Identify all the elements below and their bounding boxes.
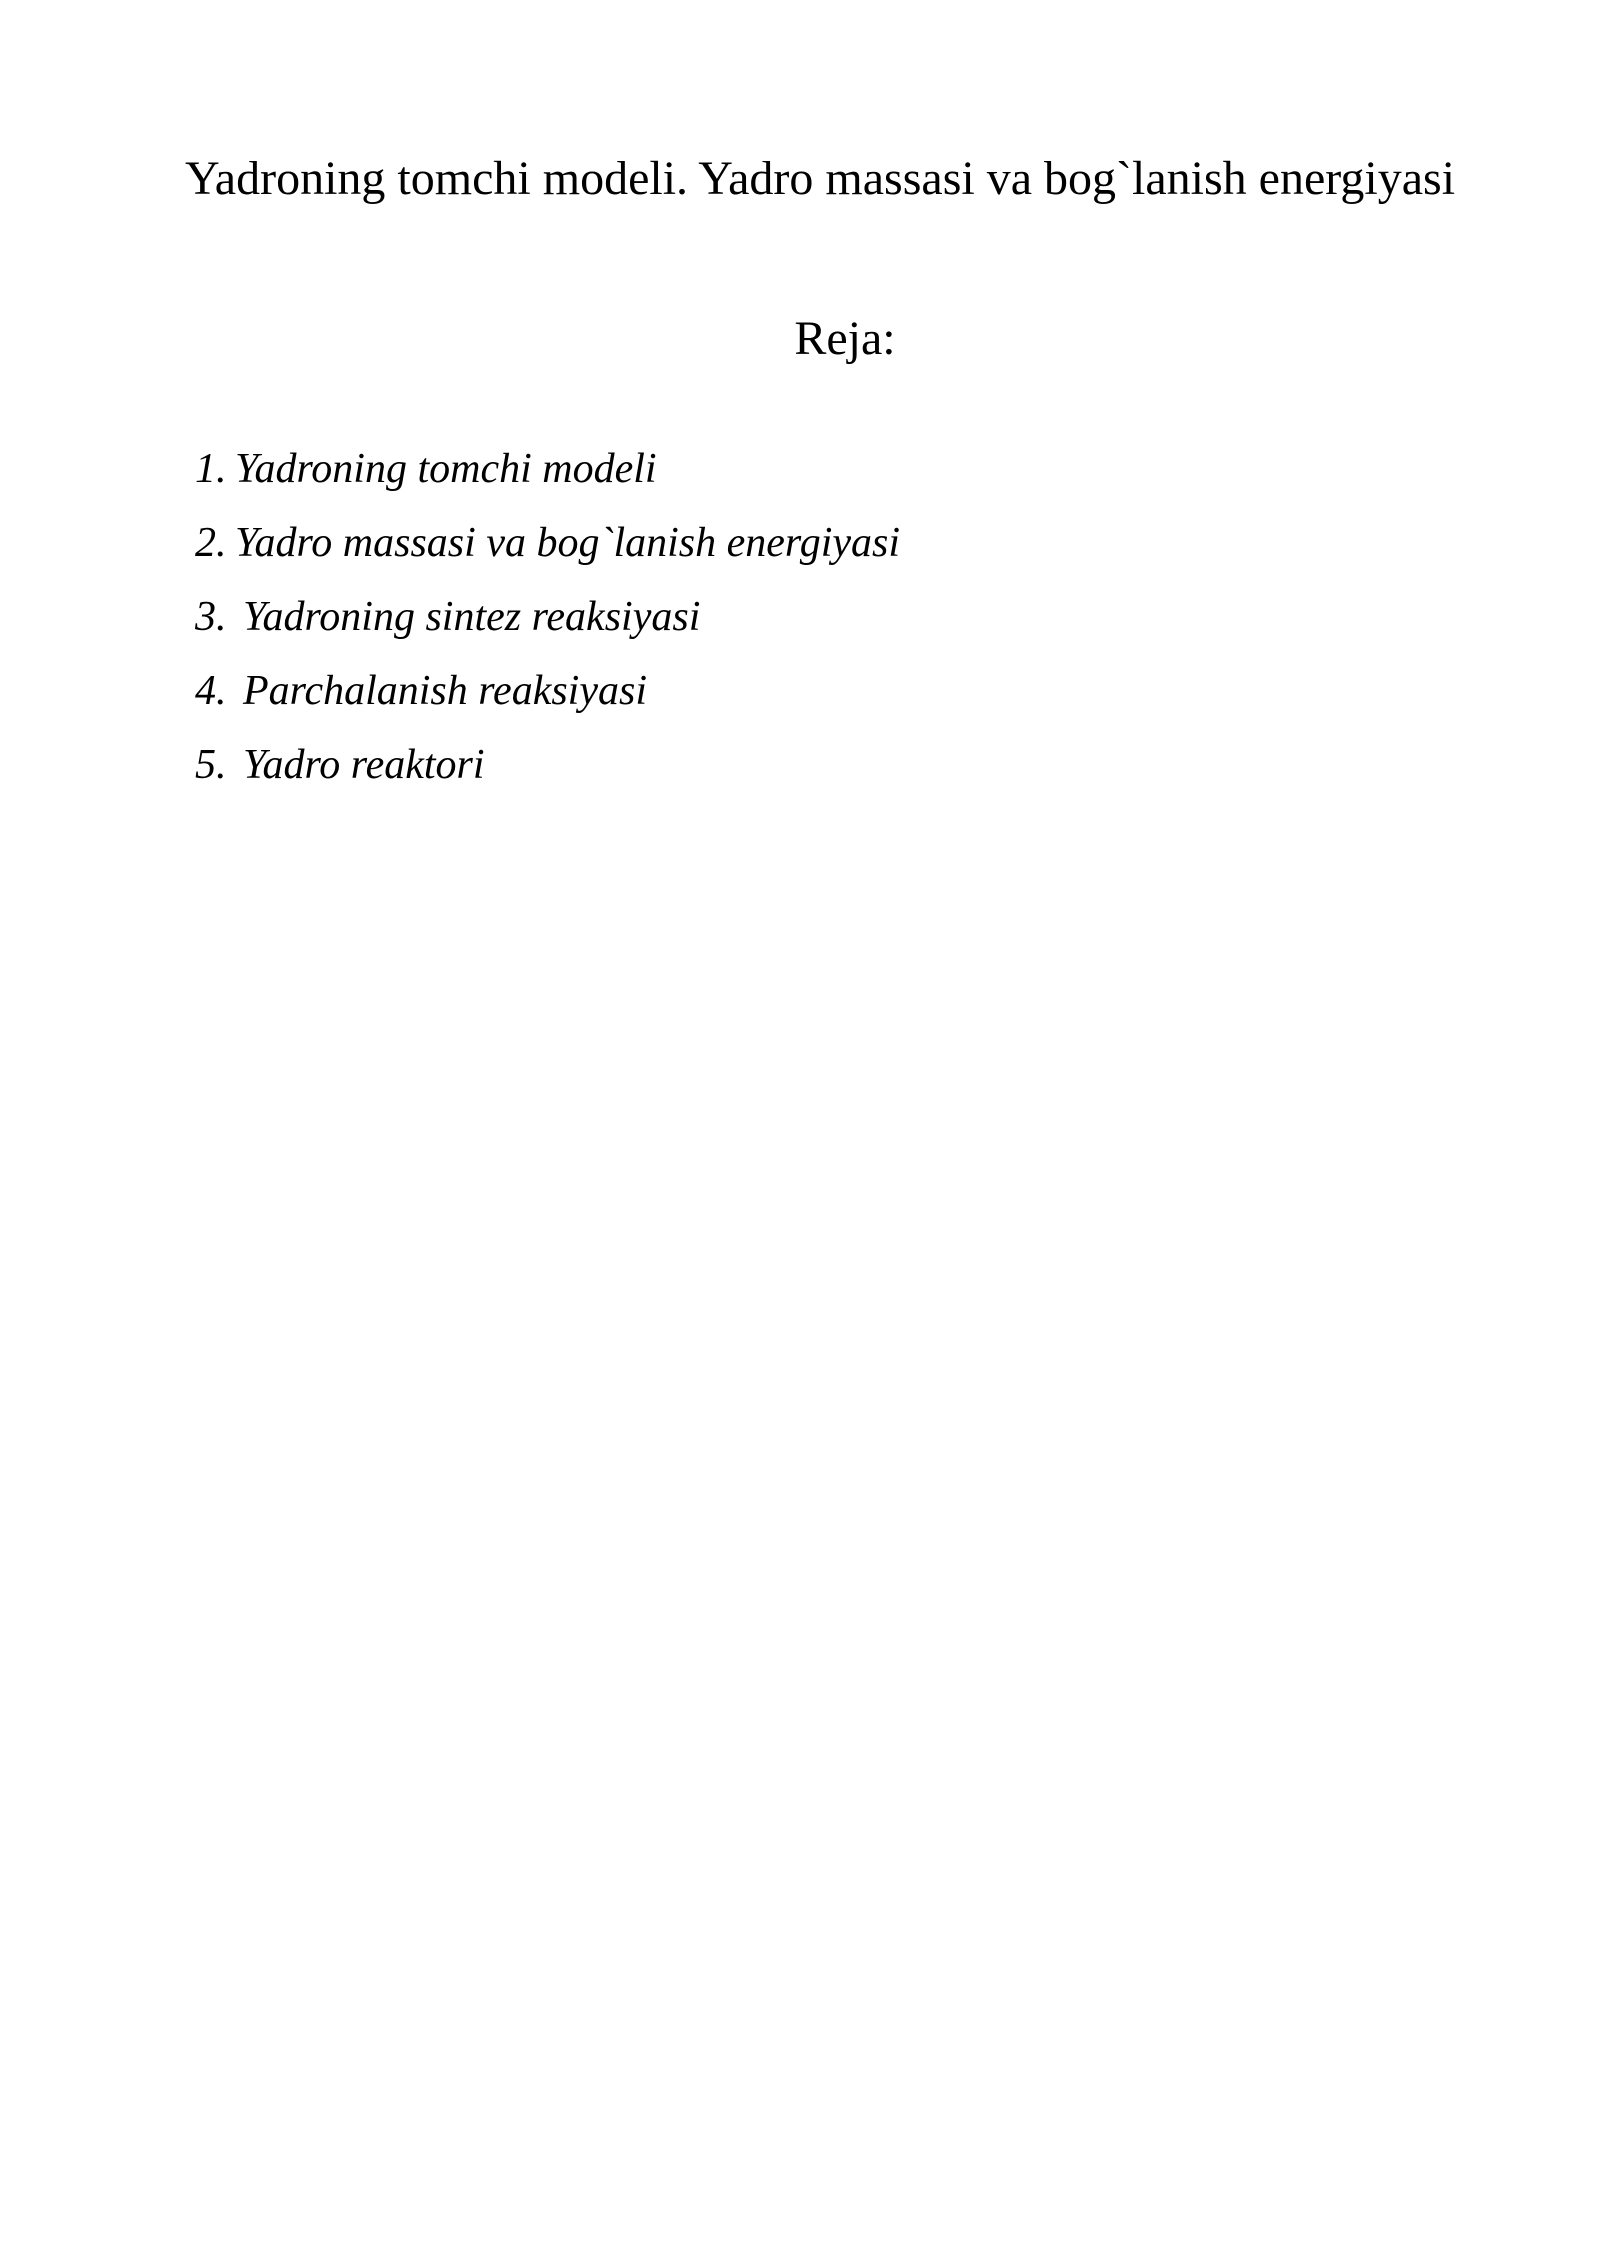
plan-item-number: 3. — [195, 594, 227, 640]
plan-item-text: Yadroning sintez reaksiyasi — [243, 594, 701, 640]
plan-item-number: 2. — [195, 520, 227, 566]
document-title: Yadroning tomchi modeli. Yadro massasi va bog`lanish energiyasi — [184, 152, 1456, 205]
plan-item-number: 5. — [195, 742, 227, 788]
plan-item-number: 4. — [195, 668, 227, 714]
plan-item — [195, 432, 900, 506]
plan-heading: Reja: — [794, 312, 896, 365]
plan-item — [195, 728, 900, 802]
plan-item — [195, 506, 900, 580]
plan-list — [195, 432, 900, 802]
plan-item — [195, 580, 900, 654]
plan-item-text: Yadro massasi va bog`lanish energiyasi — [235, 520, 901, 566]
plan-item — [195, 654, 900, 728]
plan-item-number: 1. — [195, 446, 227, 492]
plan-item-text: Yadroning tomchi modeli — [235, 446, 657, 492]
plan-item-text: Parchalanish reaksiyasi — [243, 668, 648, 714]
plan-item-text: Yadro reaktori — [243, 742, 485, 788]
